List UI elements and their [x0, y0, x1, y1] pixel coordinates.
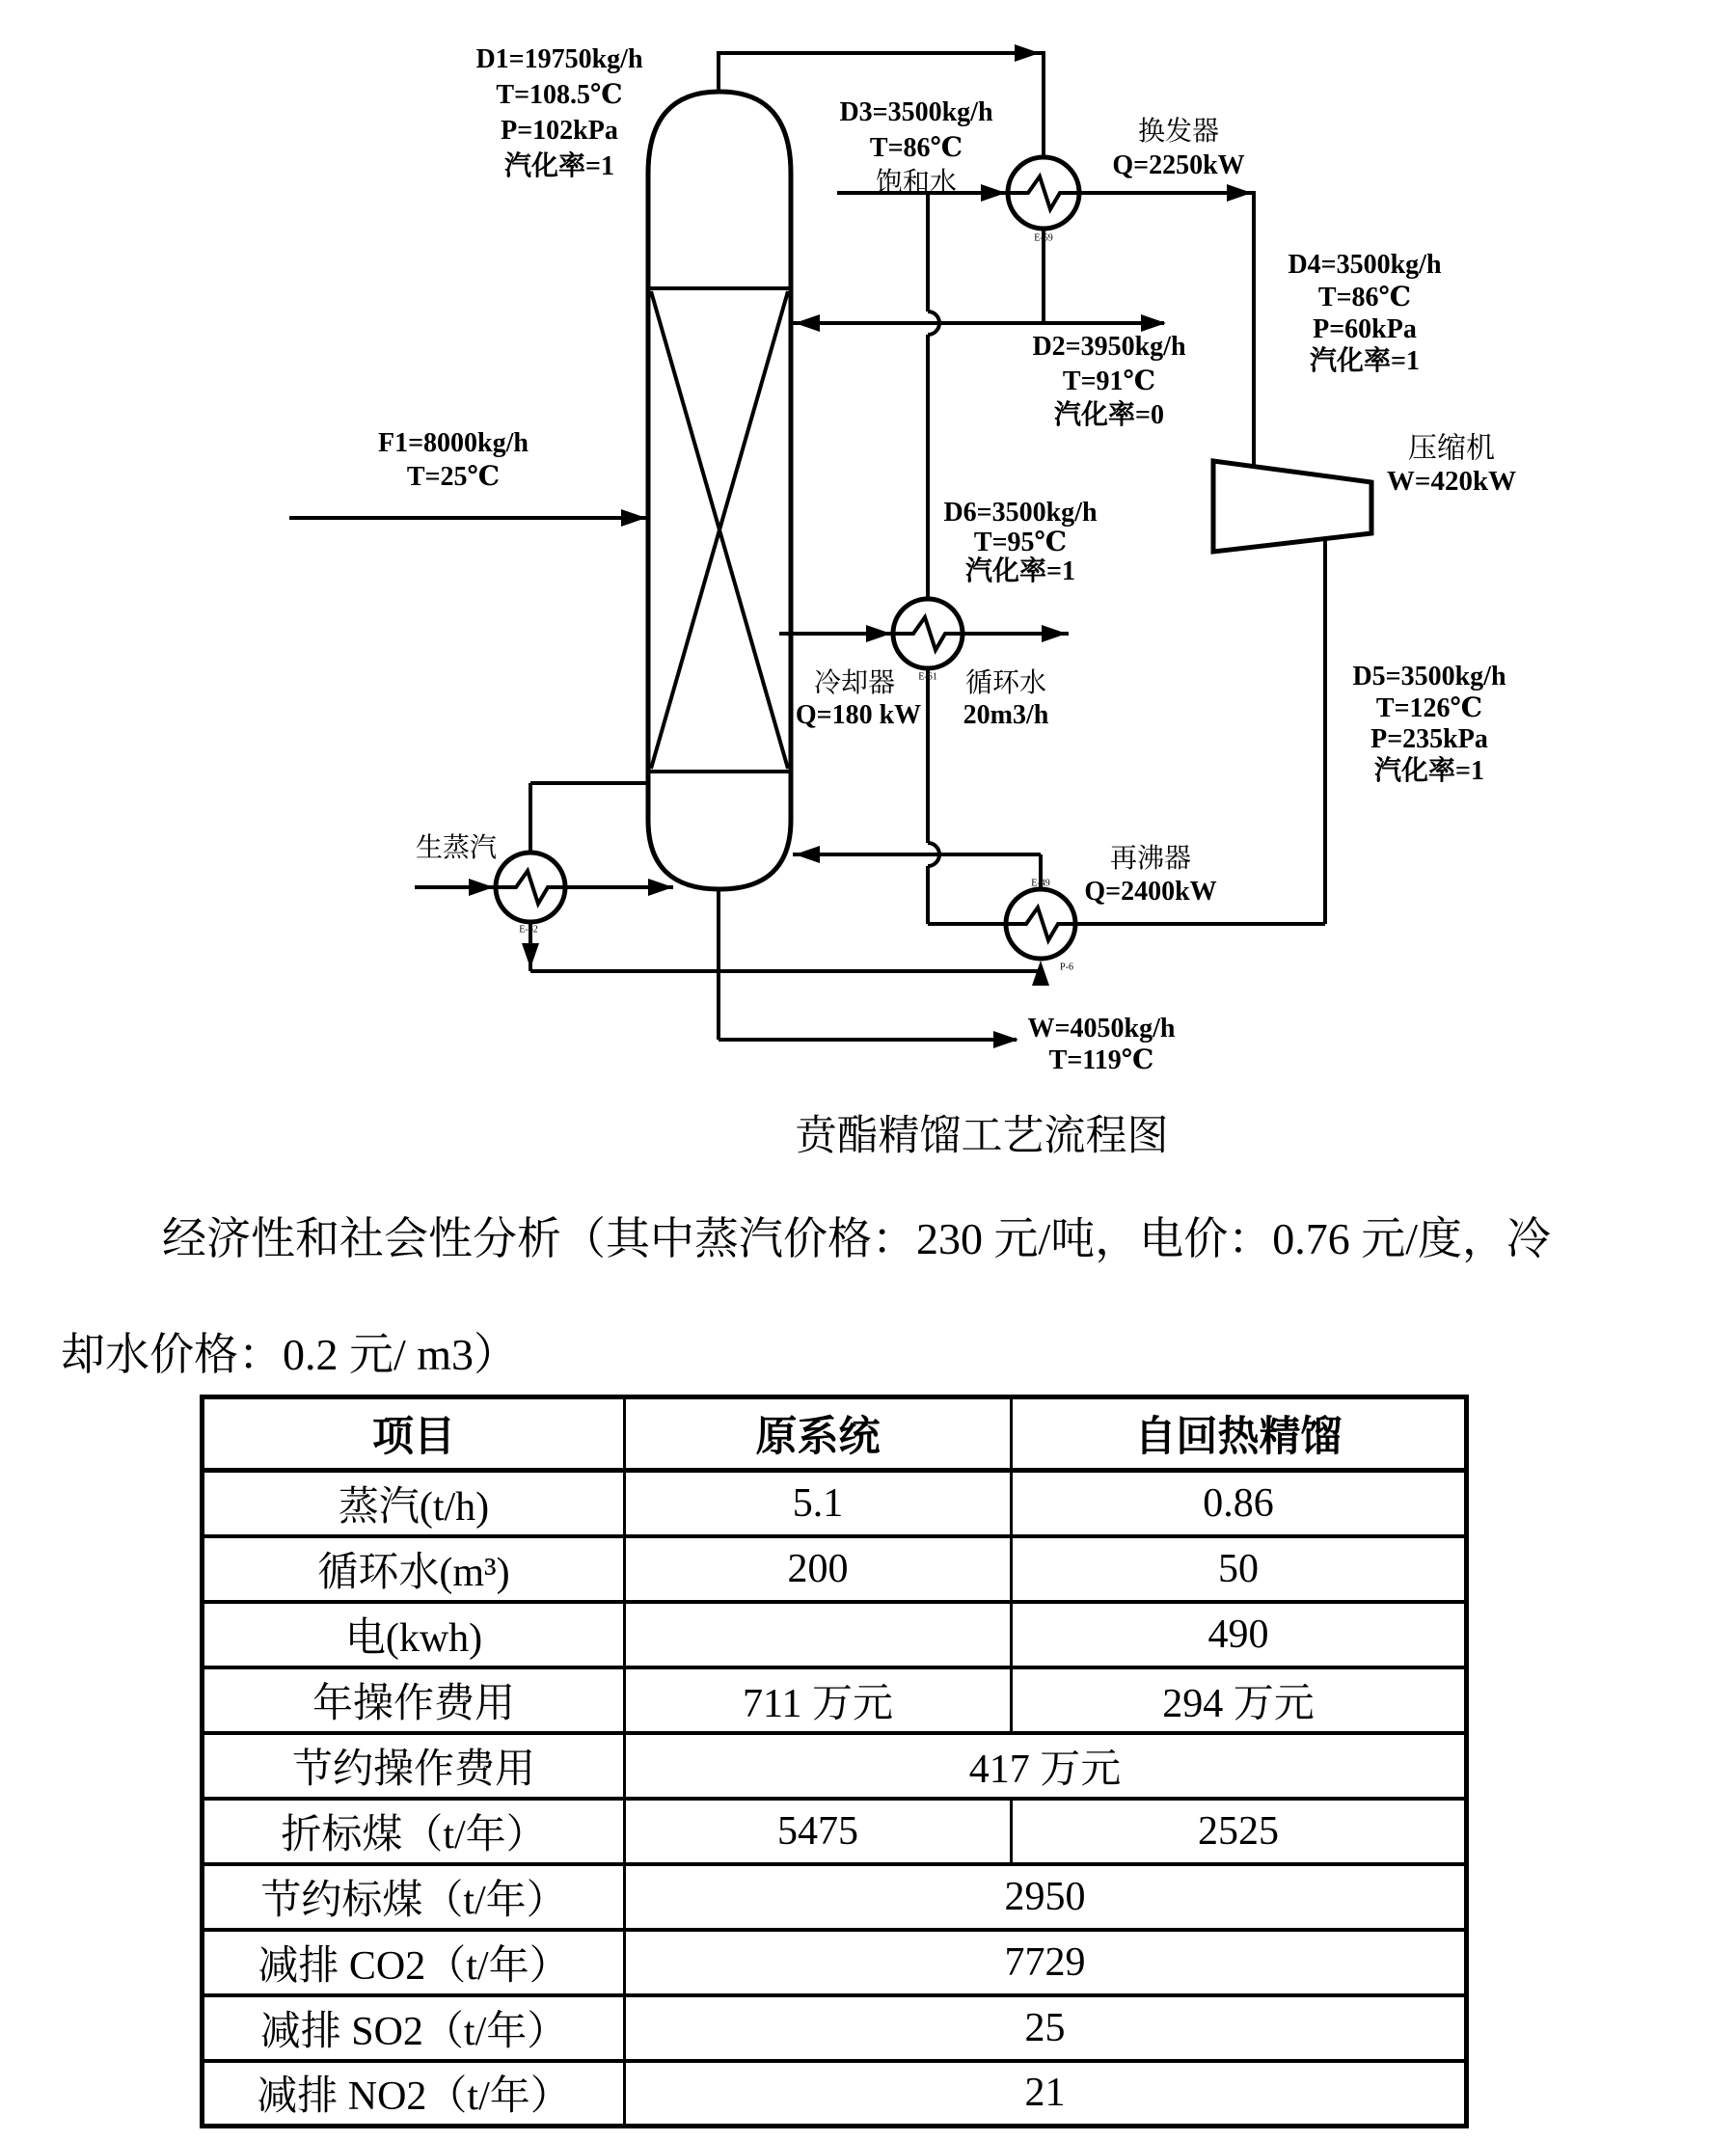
d1-label-1: D1=19750kg/h: [475, 43, 643, 74]
d5-label-4: 汽化率=1: [1374, 755, 1484, 786]
header-item: 项目: [203, 1397, 625, 1471]
distillation-column: [648, 92, 791, 889]
row-label: 减排 NO2（t/年）: [203, 2061, 625, 2127]
compressor-symbol: [1213, 461, 1371, 552]
d4-label-3: P=60kPa: [1313, 313, 1417, 344]
raw-steam-label: 生蒸汽: [415, 832, 498, 863]
d1-label-2: T=108.5℃: [496, 79, 623, 110]
compressor-power-label: W=420kW: [1386, 466, 1517, 498]
row-label: 减排 CO2（t/年）: [203, 1930, 625, 1995]
d2-label-3: 汽化率=0: [1054, 399, 1164, 430]
arrow-d1: [1015, 44, 1040, 62]
pipe-d2-reflux-product: [793, 229, 1164, 323]
arrow-boilup: [795, 846, 820, 863]
pipe-column-to-steam-heater: [530, 783, 648, 853]
d6-label-2: T=95℃: [973, 527, 1068, 557]
d3-label-2: T=86℃: [869, 132, 963, 163]
d2-label-2: T=91℃: [1062, 366, 1156, 396]
table-row: [203, 1602, 1467, 1667]
cell-original: 711 万元: [625, 1667, 1012, 1733]
cooler-duty-label: Q=180 kW: [795, 699, 922, 730]
f1-label-1: F1=8000kg/h: [378, 427, 529, 458]
cooler-name-label: 冷却器: [813, 667, 896, 698]
d1-label-3: P=102kPa: [501, 115, 618, 146]
table-row: [203, 1995, 1467, 2061]
arrow-f1-feed: [621, 509, 646, 527]
d4-label-2: T=86℃: [1317, 282, 1412, 312]
d3-label-3: 饱和水: [875, 167, 958, 198]
arrow-d4-in: [1227, 184, 1252, 202]
cell-merged: 417 万元: [625, 1733, 1467, 1799]
condenser-tag: E-59: [1034, 232, 1053, 244]
arrow-w-product: [993, 1031, 1018, 1048]
table-row: [203, 1733, 1467, 1799]
table-row: [203, 1667, 1467, 1733]
row-label: 节约标煤（t/年）: [203, 1864, 625, 1930]
steam-heater-exchanger: [496, 853, 565, 922]
d6-label-3: 汽化率=1: [965, 556, 1075, 586]
d4-label-4: 汽化率=1: [1310, 345, 1420, 376]
table-header-row: [203, 1397, 1467, 1471]
header-original-system: 原系统: [625, 1397, 1012, 1471]
cell-new: 0.86: [1012, 1471, 1467, 1536]
reboiler-duty-label: Q=2400kW: [1084, 876, 1217, 907]
economics-table: [200, 1395, 1469, 2128]
arrow-heater-down: [522, 943, 539, 968]
pipe-steam-heater-to-reboiler: [530, 922, 1041, 971]
table-row: [203, 1536, 1467, 1602]
cell-original: [625, 1602, 1012, 1667]
reboiler-name-label: 再沸器: [1109, 843, 1192, 874]
condenser-exchanger: [1008, 157, 1079, 229]
arrow-d2-product: [1141, 314, 1166, 332]
steam-heater-tag: E-62: [519, 924, 538, 935]
reboiler-pump-tag: P-6: [1060, 962, 1073, 973]
arrow-steam-in: [469, 879, 494, 896]
d2-label-1: D2=3950kg/h: [1032, 331, 1186, 362]
condenser-duty-label: Q=2250kW: [1112, 149, 1245, 180]
row-label: 电(kwh): [203, 1602, 625, 1667]
column-shell: [648, 92, 791, 889]
d3-label-1: D3=3500kg/h: [839, 96, 993, 127]
arrow-reflux: [795, 314, 820, 332]
table-row: [203, 1930, 1467, 1995]
row-label: 节约操作费用: [203, 1733, 625, 1799]
arrow-cw-out: [1042, 625, 1067, 642]
cooler-exchanger: [893, 599, 963, 668]
cell-new: 490: [1012, 1602, 1467, 1667]
row-label: 折标煤（t/年）: [203, 1799, 625, 1864]
d5-label-1: D5=3500kg/h: [1352, 661, 1506, 691]
arrow-cw-in: [866, 625, 891, 642]
analysis-paragraph-line2: 却水价格：0.2 元/ m3）: [61, 1330, 519, 1379]
table-row: [203, 1799, 1467, 1864]
reboiler-tag: E-49: [1031, 878, 1050, 889]
table-row: [203, 1471, 1467, 1536]
pipe-boilup-return: [793, 854, 1041, 889]
diagram-caption: 贲酯精馏工艺流程图: [795, 1114, 1169, 1160]
d5-label-3: P=235kPa: [1370, 723, 1488, 754]
w-label-1: W=4050kg/h: [1027, 1013, 1176, 1043]
reboiler-exchanger: [1006, 889, 1075, 959]
cell-new: 50: [1012, 1536, 1467, 1602]
cooling-water-flow-label: 20m3/h: [963, 699, 1049, 730]
condenser-name-label: 换发器: [1137, 116, 1220, 147]
cell-merged: 25: [625, 1995, 1467, 2061]
analysis-paragraph-line1: 经济性和社会性分析（其中蒸汽价格：230 元/吨，电价：0.76 元/度，冷: [162, 1214, 1552, 1263]
f1-label-2: T=25℃: [406, 461, 501, 492]
pipe-w-bottoms-product: [719, 889, 1017, 1040]
cooling-water-name-label: 循环水: [964, 667, 1047, 698]
header-self-heat-distillation: 自回热精馏: [1012, 1397, 1467, 1471]
w-label-2: T=119℃: [1048, 1044, 1154, 1075]
table-row: [203, 1864, 1467, 1930]
pipe-water-loop-riser: [928, 193, 939, 924]
cell-new: 2525: [1012, 1799, 1467, 1864]
table-row: [203, 2061, 1467, 2127]
cell-merged: 2950: [625, 1864, 1467, 1930]
cell-merged: 21: [625, 2061, 1467, 2127]
d5-label-2: T=126℃: [1375, 692, 1483, 723]
row-label: 年操作费用: [203, 1667, 625, 1733]
cell-original: 200: [625, 1536, 1012, 1602]
cell-merged: 7729: [625, 1930, 1467, 1995]
cooler-tag: E-61: [918, 671, 937, 683]
d4-label-1: D4=3500kg/h: [1288, 249, 1442, 280]
row-label: 循环水(m³): [203, 1536, 625, 1602]
cell-original: 5.1: [625, 1471, 1012, 1536]
row-label: 蒸汽(t/h): [203, 1471, 625, 1536]
compressor-name-label: 压缩机: [1408, 432, 1495, 465]
arrow-steam-out: [648, 879, 673, 896]
d6-label-1: D6=3500kg/h: [943, 497, 1098, 528]
d1-label-4: 汽化率=1: [504, 150, 614, 181]
cell-new: 294 万元: [1012, 1667, 1467, 1733]
arrow-d3-in: [981, 184, 1006, 202]
cell-original: 5475: [625, 1799, 1012, 1864]
row-label: 减排 SO2（t/年）: [203, 1995, 625, 2061]
